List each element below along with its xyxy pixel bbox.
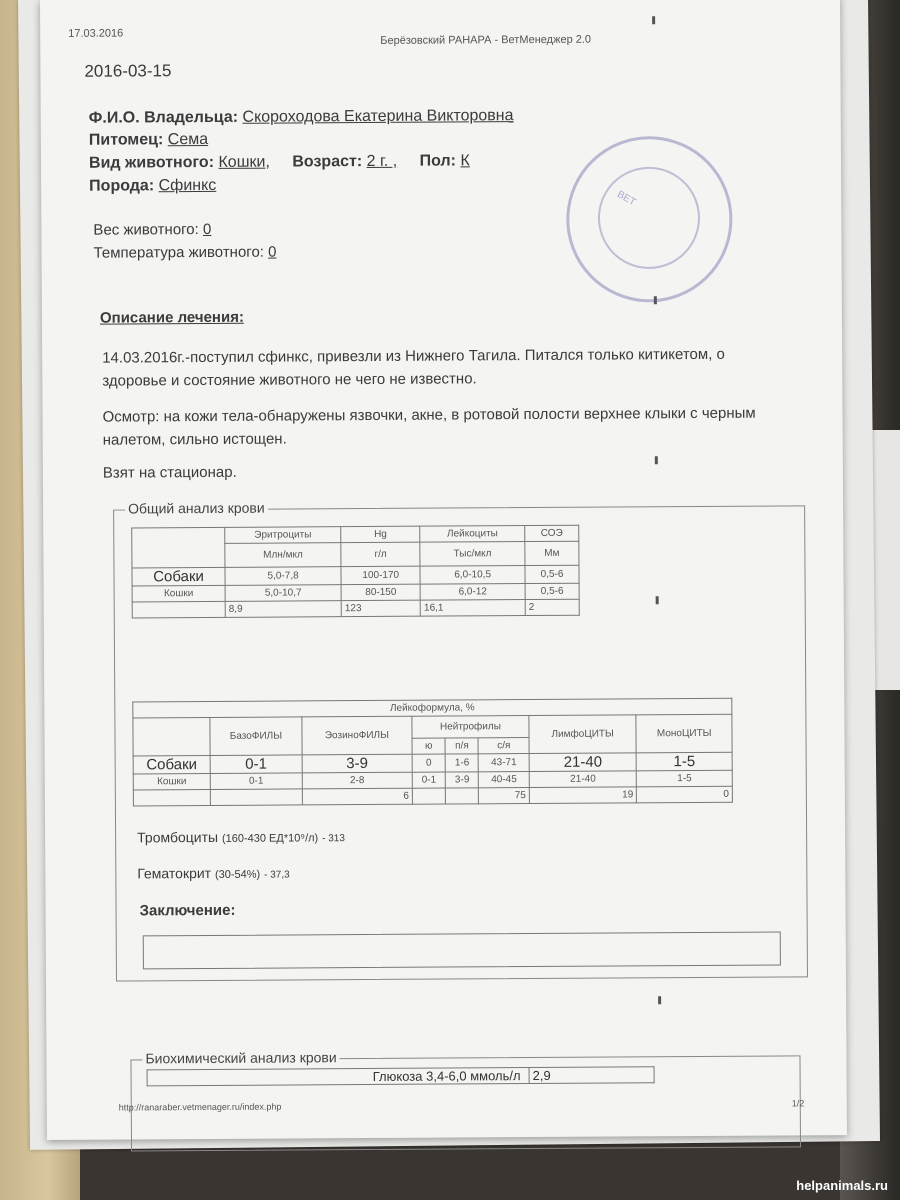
conclusion-box [143, 931, 781, 969]
thrombocytes-norm: (160-430 ЕД*10⁹/л) [221, 832, 319, 845]
glucose-cell [147, 1068, 529, 1086]
sex-value: К [460, 152, 470, 170]
sub-neutro-band: п/я [445, 738, 478, 754]
cell: 5,0-7,8 [225, 567, 341, 586]
hematocrit-value: - 37,3 [264, 869, 290, 881]
cell: 21-40 [529, 753, 637, 772]
age-value: 2 г. , [366, 152, 398, 171]
temperature-line [93, 244, 276, 262]
weight-label: Вес животного: [93, 221, 199, 239]
cell: 0,5-6 [525, 565, 579, 583]
watermark: helpanimals.ru [796, 1178, 888, 1193]
breed-label: Порода: [89, 177, 155, 195]
hematocrit-label: Гематокрит [137, 864, 212, 882]
cell [412, 788, 445, 804]
unit-leukocytes: Тыс/мкл [420, 542, 525, 567]
biochem-table [147, 1066, 655, 1086]
row-label: Кошки [133, 773, 210, 789]
col-leukocytes: Лейкоциты [420, 526, 525, 543]
fold-mark [655, 456, 658, 464]
row-label: Кошки [132, 585, 225, 602]
blood-corner-cell [132, 527, 225, 568]
blood-table [131, 525, 580, 619]
hematocrit-line [137, 864, 289, 881]
leuko-corner-cell [133, 717, 210, 755]
cell: 6,0-10,5 [420, 566, 525, 585]
document-page [40, 0, 847, 1140]
unit-erythrocytes: Млн/мкл [225, 543, 341, 568]
cell: 3-9 [445, 772, 478, 788]
fold-mark [654, 296, 657, 304]
thrombocytes-label: Тромбоциты [137, 828, 219, 846]
col-neutrophils: Нейтрофилы [412, 716, 529, 739]
temperature-label: Температура животного: [93, 243, 264, 262]
cell: 6 [302, 788, 412, 805]
cell [446, 788, 479, 804]
visit-date: 2016-03-15 [84, 61, 172, 81]
glucose-norm: 3,4-6,0 ммоль/л [426, 1068, 521, 1084]
cell: 6,0-12 [420, 584, 525, 601]
sub-neutro-seg: с/я [478, 738, 529, 754]
cell: 0-1 [412, 772, 445, 788]
hematocrit-norm: (30-54%) [214, 868, 261, 881]
cell: 0-1 [210, 755, 302, 774]
glucose-value: 2,9 [529, 1067, 654, 1084]
temperature-value: 0 [268, 243, 277, 261]
treatment-heading: Описание лечения: [99, 308, 244, 327]
fold-mark [656, 596, 659, 604]
cell: 0,5-6 [525, 583, 579, 599]
biochem-legend: Биохимический анализ крови [142, 1049, 339, 1066]
col-lymphocytes: ЛимфоЦИТЫ [529, 715, 637, 754]
print-date: 17.03.2016 [68, 27, 124, 40]
pet-value: Сема [167, 130, 209, 149]
cell: 2-8 [302, 772, 412, 789]
weight-line [93, 221, 211, 239]
col-erythrocytes: Эритроциты [225, 527, 341, 544]
cell: 0-1 [210, 773, 302, 790]
treatment-paragraph-2: Осмотр: на кожи тела-обнаружены язвочки, акне, в ротовой полости верхнее клыки с черным налетом, сильно истощен. [102, 404, 756, 449]
glucose-name: Глюкоза [372, 1068, 423, 1084]
age-label: Возраст: [292, 153, 363, 171]
footer-url: http://ranaraber.vetmenager.ru/index.php [118, 1101, 282, 1113]
blood-analysis-legend: Общий анализ крови [125, 500, 268, 517]
species-line [89, 152, 470, 172]
cell: 0 [412, 754, 445, 772]
cell: 16,1 [420, 600, 525, 617]
thrombocytes-value: - 313 [322, 833, 345, 845]
row-label [132, 601, 225, 618]
leukoformula-title: Лейкоформула, % [133, 698, 732, 718]
cell: 8,9 [225, 601, 341, 618]
cell: 40-45 [479, 772, 530, 788]
owner-line [89, 107, 514, 128]
species-label: Вид животного: [88, 153, 215, 172]
pet-label: Питомец: [88, 131, 164, 149]
cell: 5,0-10,7 [225, 585, 341, 602]
weight-value: 0 [202, 220, 212, 239]
treatment-paragraph-1: 14.03.2016г.-поступил сфинкс, привезли из Нижнего Тагила. Питался только китикетом, о здоровье и состояние животного не чего не известно. [102, 345, 725, 390]
col-monocytes: МоноЦИТЫ [636, 714, 732, 753]
cell: 75 [479, 788, 530, 804]
conclusion-label: Заключение: [139, 901, 236, 920]
cell [210, 789, 302, 806]
cell: 100-170 [341, 566, 420, 584]
row-label [133, 789, 210, 805]
col-hg: Hg [341, 526, 420, 542]
cell: 2 [525, 599, 579, 615]
cell: 1-6 [445, 754, 478, 772]
cell: 43-71 [479, 754, 530, 772]
fold-mark [658, 996, 661, 1004]
col-eosinophils: ЭозиноФИЛЫ [302, 716, 412, 755]
row-label: Собаки [132, 567, 225, 586]
table-row [132, 599, 579, 618]
cell: 123 [341, 600, 420, 616]
cell: 3-9 [302, 754, 412, 773]
footer-page: 1/2 [791, 1098, 805, 1109]
pet-line [89, 131, 208, 150]
owner-label: Ф.И.О. Владельца: [88, 108, 239, 127]
table-row [133, 786, 732, 806]
owner-value: Скороходова Екатерина Викторовна [242, 107, 514, 126]
sex-label: Пол: [419, 152, 457, 170]
unit-esr: Мм [525, 541, 579, 565]
treatment-paragraph-3: Взят на стационар. [102, 463, 237, 482]
cell: 1-5 [637, 770, 733, 787]
species-value: Кошки, [218, 153, 270, 171]
clinic-stamp: ВЕТ [536, 106, 762, 332]
leukoformula-table [132, 698, 733, 807]
cell: 80-150 [341, 584, 420, 600]
sub-neutro-young: ю [412, 738, 445, 754]
app-title: Берёзовский РАНАРА - ВетМенеджер 2.0 [380, 33, 592, 47]
col-basophils: БазоФИЛЫ [210, 717, 302, 756]
fold-mark [652, 16, 655, 24]
table-row [147, 1067, 654, 1086]
breed-value: Сфинкс [158, 176, 217, 195]
cell: 21-40 [529, 771, 637, 788]
cell: 1-5 [637, 752, 733, 771]
thrombocytes-line [137, 828, 345, 845]
row-label: Собаки [133, 755, 210, 773]
cell: 0 [637, 786, 733, 803]
col-esr: СОЭ [525, 525, 579, 541]
cell: 19 [529, 787, 637, 804]
breed-line [89, 177, 216, 196]
unit-hg: г/л [341, 542, 420, 566]
